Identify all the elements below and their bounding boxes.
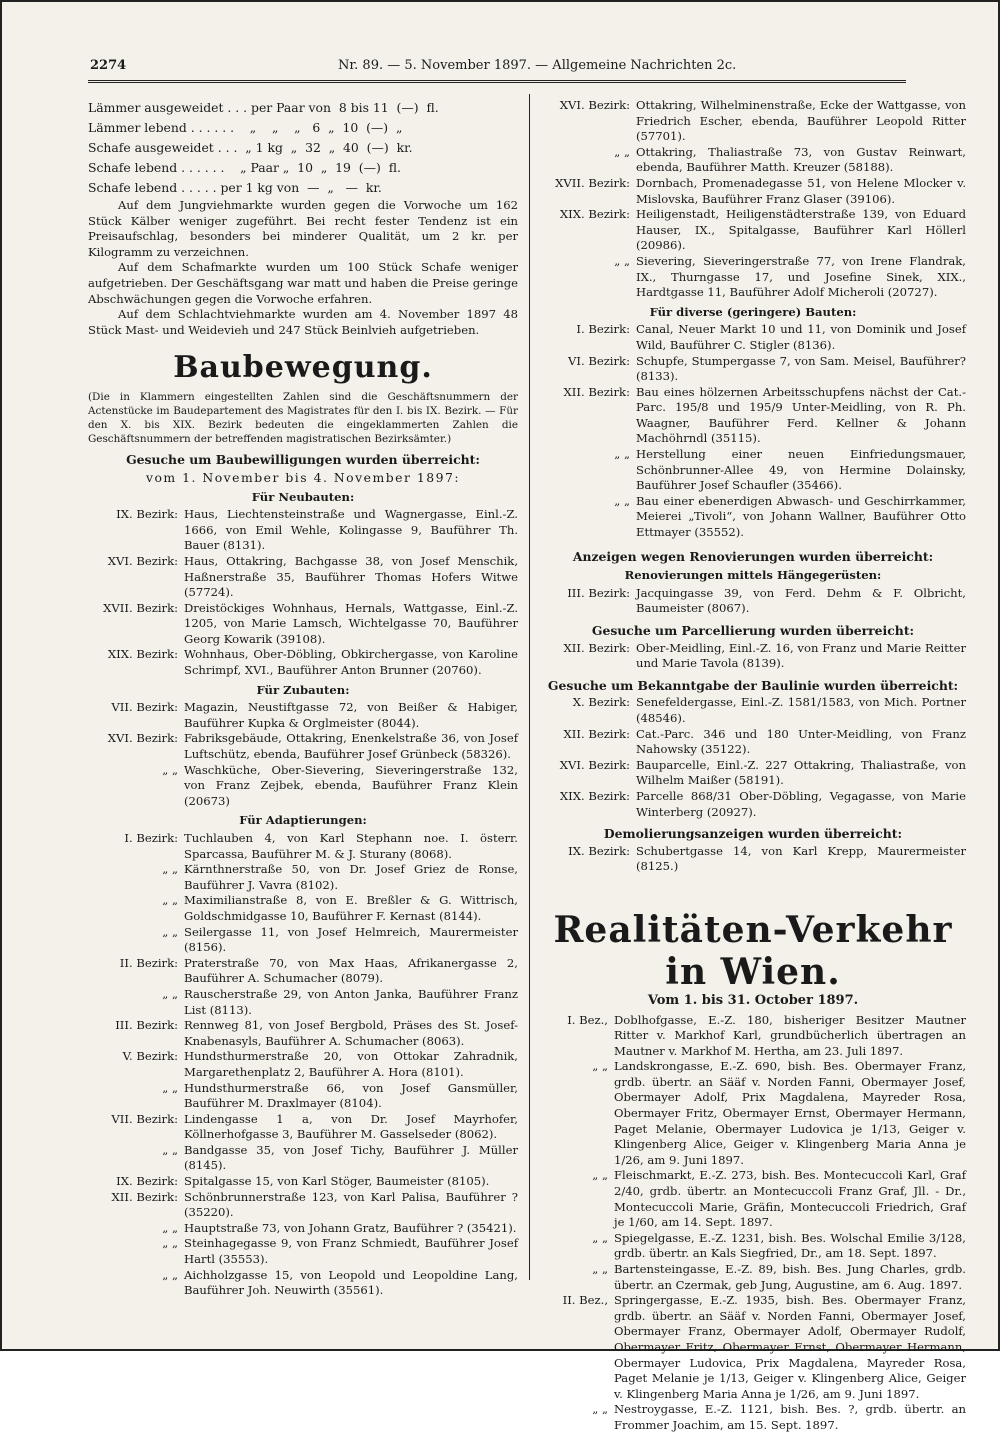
entry-text: Hundsthurmerstraße 20, von Ottokar Zahradnik, Margarethenplatz 2, Bauführer A. Hora (8101).: [184, 1049, 518, 1079]
price-row: Lämmer ausgeweidet . . . per Paar von 8 bis 11 (—) fl.: [88, 100, 439, 115]
paragraph: Auf dem Schlachtviehmarkte wurden am 4. November 1897 48 Stück Mast- und Weidevieh und 247 Stück Beinlvieh aufgetrieben.: [88, 307, 518, 337]
category-heading: Für Adaptierungen:: [239, 813, 367, 828]
entries-continued: [540, 98, 966, 301]
entry-text: Sievering, Sieveringerstraße 77, von Irene Flandrak, IX., Thurngasse 17, und Josefine Sinek, XIX., Hardtgasse 11, Bauführer Adolf Micheroli (20727).: [636, 253, 966, 300]
entry-text: Tuchlauben 4, von Karl Stephann noe. I. österr. Sparcassa, Bauführer M. & J. Sturany (8068).: [184, 831, 518, 861]
entries-zubauten: [88, 700, 518, 809]
entry-text: Wohnhaus, Ober-Döbling, Obkirchergasse, von Karoline Schrimpf, XVI., Bauführer Anton Brunner (20760).: [184, 647, 518, 678]
district-label: XII. Bezirk:: [563, 640, 630, 655]
category-heading: Für Neubauten:: [251, 489, 355, 504]
list-item: [540, 641, 966, 672]
editorial-note: (Die in Klammern eingestellten Zahlen sind die Geschäftsnummern der Actenstücke im Baudepartement des Magistrates für den I. bis IX. Bezirk. — Für den X. bis XIX. Bezirk bedeuten die eingeklammerten Zahlen die Geschäftsnummern der betreffenden magistratischen Bezirksämter.): [88, 391, 518, 446]
entry-text: Ober-Meidling, Einl.-Z. 16, von Franz und Marie Reitter und Marie Tavola (8139).: [636, 640, 966, 671]
entry-text: Bauparcelle, Einl.-Z. 227 Ottakring, Thaliastraße, von Wilhelm Maißer (58191).: [636, 757, 966, 788]
entry-text: Dreistöckiges Wohnhaus, Hernals, Wattgasse, Einl.-Z. 1205, von Marie Lamsch, Wichtelgasse 70, Bauführer Georg Kowarik (39108).: [184, 600, 518, 646]
entry-text: Haus, Liechtensteinstraße und Wagnergasse, Einl.-Z. 1666, von Emil Wehle, Kolingasse 9, Bauführer Th. Bauer (8131).: [184, 507, 518, 553]
paragraph: Auf dem Schafmarkte wurden um 100 Stück Schafe weniger aufgetrieben. Der Geschäftsgang war matt und haben die Preise geringe Abschwächungen gegen die Vorwoche erfahren.: [88, 260, 518, 306]
district-label: „ „: [614, 253, 630, 268]
subheading: Anzeigen wegen Renovierungen wurden überreicht:: [572, 548, 934, 564]
entry-text: Landskrongasse, E.-Z. 690, bish. Bes. Obermayer Franz, grdb. übertr. an Sääf v. Norden Fanni, Obermayer Josef, Obermayer Adolf, Prix Magdalena, Mayreder Rosa, Obermayer Fritz, Obermayer Ernst, Obermayer Hermann, Paget Melanie, Obermayer Ludovica je 1/13, Geiger v. Klingenberg Alice, Geiger v. Klingenberg Maria Anna je 1/26, am 9. Juni 1897.: [614, 1059, 966, 1167]
list-item: [540, 385, 966, 447]
entry-text: Canal, Neuer Markt 10 und 11, von Dominik und Josef Wild, Bauführer C. Stigler (8136).: [636, 322, 966, 352]
entry-text: Bartensteingasse, E.-Z. 89, bish. Bes. Jung Charles, grdb. übertr. an Czermak, geb Jung, Augustine, am 6. Aug. 1897.: [614, 1262, 966, 1292]
list-item: [88, 862, 518, 893]
entry-text: Bau einer ebenerdigen Abwasch- und Geschirrkammer, Meierei „Tivoli“, von Johann Wallner, Bauführer Otto Ettmayer (35552).: [636, 493, 966, 540]
district-label: IX. Bezirk:: [116, 507, 178, 522]
entry-text: Rauscherstraße 29, von Anton Janka, Bauführer Franz List (8113).: [184, 986, 518, 1017]
list-item: [540, 1402, 966, 1433]
category-heading: Für Zubauten:: [256, 682, 350, 697]
entry-text: Spiegelgasse, E.-Z. 1231, bish. Bes. Wolschal Emilie 3/128, grdb. übertr. an Kals Siegfried, Dr., am 18. Sept. 1897.: [614, 1230, 966, 1261]
price-row: Lämmer lebend . . . . . . „ „ „ 6 „ 10 (—) „: [88, 120, 403, 135]
page-header: [90, 54, 906, 78]
list-item: [88, 925, 518, 956]
entry-text: Aichholzgasse 15, von Leopold und Leopoldine Lang, Bauführer Joh. Neuwirth (35561).: [184, 1267, 518, 1298]
district-label: XII. Bezirk:: [563, 726, 630, 741]
list-item: [540, 1262, 966, 1293]
district-label: „ „: [162, 1267, 178, 1282]
district-label: IX. Bezirk:: [568, 843, 630, 858]
district-label: II. Bezirk:: [119, 955, 178, 970]
list-item: [88, 1112, 518, 1143]
category-heading: Für diverse (geringere) Bauten:: [649, 304, 857, 319]
entry-text: Springergasse, E.-Z. 1935, bish. Bes. Obermayer Franz, grdb. übertr. an Sääf v. Norden Fanni, Obermayer Josef, Obermayer Franz, Obermayer Adolf, Obermayer Rudolf, Obermayer Fritz, Obermayer Ernst, Obermayer Hermann, Obermayer Ludovica, Prix Magdalena, Mayreder Rosa, Paget Melanie je 1/13, Geiger v. Klingenberg Alice, Geiger v. Klingenberg Maria Anna je 1/26, am 9. Juni 1897.: [614, 1293, 966, 1401]
list-item: [88, 1190, 518, 1221]
entry-text: Heiligenstadt, Heiligenstädterstraße 139, von Eduard Hauser, IX., Spitalgasse, Bauführer Karl Höllerl (20986).: [636, 207, 966, 253]
subheading: Gesuche um Baubewilligungen wurden überreicht:: [126, 452, 480, 468]
list-item: [88, 1049, 518, 1080]
district-label: VII. Bezirk:: [111, 700, 178, 715]
district-label: „ „: [592, 1402, 608, 1417]
entry-text: Schupfe, Stumpergasse 7, von Sam. Meisel, Bauführer? (8133).: [636, 353, 966, 384]
price-row: Schafe lebend . . . . . . „ Paar „ 10 „ 19 (—) fl.: [88, 160, 401, 175]
entry-text: Waschküche, Ober-Sievering, Sieveringerstraße 132, von Franz Zejbek, ebenda, Bauführer Franz Klein (20673): [184, 762, 518, 808]
list-item: [540, 758, 966, 789]
list-item: [540, 447, 966, 494]
entry-text: Haus, Ottakring, Bachgasse 38, von Josef Menschik, Haßnerstraße 35, Bauführer Thomas Hofers Witwe (57724).: [184, 553, 518, 600]
district-label: II. Bez.,: [562, 1293, 608, 1308]
district-label: XVI. Bezirk:: [107, 553, 178, 568]
district-label: „ „: [162, 924, 178, 939]
subheading: Demolierungsanzeigen wurden überreicht:: [603, 826, 903, 842]
date-range: Vom 1. bis 31. October 1897.: [647, 992, 859, 1008]
entry-text: Fleischmarkt, E.-Z. 273, bish. Bes. Montecuccoli Karl, Graf 2/40, grdb. übertr. an Montecuccoli Franz Graf, Jll. - Dr., Montecuccoli Marie, Gräfin, Montecuccoli Friedrich, Graf je 1/60, am 14. Sept. 1897.: [614, 1168, 966, 1230]
list-item: [540, 1231, 966, 1262]
entry-text: Lindengasse 1 a, von Dr. Josef Mayrhofer, Köllnerhofgasse 3, Bauführer M. Gasselseder (8062).: [184, 1111, 518, 1142]
district-label: XIX. Bezirk:: [559, 788, 630, 803]
list-item: [540, 322, 966, 353]
entry-text: Steinhagegasse 9, von Franz Schmiedt, Bauführer Josef Hartl (35553).: [184, 1236, 518, 1267]
district-label: „ „: [162, 986, 178, 1001]
district-label: XVI. Bezirk:: [559, 757, 630, 772]
entry-text: Doblhofgasse, E.-Z. 180, bisheriger Besitzer Mautner Ritter v. Markhof Karl, grundbücherlich übertragen an Mautner v. Markhof M. Hertha, am 23. Juli 1897.: [614, 1012, 966, 1058]
district-label: „ „: [162, 1236, 178, 1251]
entry-text: Ottakring, Thaliastraße 73, von Gustav Reinwart, ebenda, Bauführer Matth. Kreuzer (58188).: [636, 144, 966, 175]
list-item: [88, 831, 518, 862]
entries-diverse: [540, 322, 966, 540]
list-item: [540, 844, 966, 875]
entry-text: Schubertgasse 14, von Karl Krepp, Maurermeister (8125.): [636, 843, 966, 874]
list-item: [540, 207, 966, 254]
list-item: [88, 1236, 518, 1267]
price-row: Schafe lebend . . . . . per 1 kg von — „ — kr.: [88, 180, 382, 195]
list-item: [540, 1168, 966, 1230]
list-item: [88, 956, 518, 987]
entry-text: Spitalgasse 15, von Karl Stöger, Baumeister (8105).: [184, 1174, 490, 1189]
district-label: „ „: [614, 144, 630, 159]
page-number: 2274: [90, 58, 127, 73]
district-label: „ „: [592, 1230, 608, 1245]
list-item: [540, 586, 966, 617]
list-item: [88, 1143, 518, 1174]
district-label: V. Bezirk:: [122, 1049, 178, 1064]
list-item: [540, 494, 966, 541]
list-item: [540, 1059, 966, 1168]
list-item: [540, 789, 966, 820]
district-label: X. Bezirk:: [572, 695, 630, 710]
list-item: [540, 1013, 966, 1060]
category-heading: Renovierungen mittels Hängegerüsten:: [624, 568, 882, 583]
district-label: I. Bezirk:: [576, 322, 630, 337]
entry-text: Hauptstraße 73, von Johann Gratz, Bauführer ? (35421).: [184, 1220, 517, 1235]
list-item: [88, 763, 518, 810]
entry-text: Herstellung einer neuen Einfriedungsmauer, Schönbrunner-Allee 49, von Hermine Dolainsky, Bauführer Josef Schaufler (35466).: [636, 447, 966, 493]
district-label: „ „: [614, 493, 630, 508]
district-label: XIX. Bezirk:: [107, 647, 178, 662]
district-label: XII. Bezirk:: [563, 384, 630, 399]
district-label: „ „: [592, 1168, 608, 1183]
running-title: Nr. 89. — 5. November 1897. — Allgemeine Nachrichten 2c.: [338, 58, 737, 73]
entry-text: Nestroygasse, E.-Z. 1121, bish. Bes. ?, grdb. übertr. an Frommer Joachim, am 15. Sept. 1897.: [614, 1402, 966, 1432]
section-heading: Baubewegung.: [173, 350, 433, 386]
list-item: [88, 1174, 518, 1190]
list-item: [540, 354, 966, 385]
district-label: IX. Bezirk:: [116, 1174, 178, 1189]
district-label: „ „: [162, 862, 178, 877]
entry-text: Jacquingasse 39, von Ferd. Dehm & F. Olbricht, Baumeister (8067).: [636, 585, 966, 616]
entry-text: Bandgasse 35, von Josef Tichy, Bauführer J. Müller (8145).: [184, 1142, 518, 1173]
district-label: I. Bezirk:: [124, 831, 178, 845]
list-item: [88, 987, 518, 1018]
list-item: [88, 1268, 518, 1299]
list-item: [88, 601, 518, 648]
left-column: [88, 98, 518, 1299]
list-item: [88, 1221, 518, 1237]
entry-text: Bau eines hölzernen Arbeitsschupfens nächst der Cat.-Parc. 195/8 und 195/9 Unter-Meidling, von R. Ph. Waagner, Bauführer Ferd. Kellner & Johann Machöhrndl (35115).: [636, 384, 966, 446]
district-label: XVI. Bezirk:: [559, 98, 630, 112]
list-item: [540, 254, 966, 301]
district-label: „ „: [162, 1142, 178, 1157]
subheading: Gesuche um Parcellierung wurden überreicht:: [591, 623, 915, 638]
district-label: „ „: [592, 1059, 608, 1074]
entries-adaptierungen: [88, 831, 518, 1299]
list-item: [540, 727, 966, 758]
entries-realitaeten: [540, 1013, 966, 1434]
district-label: VII. Bezirk:: [111, 1111, 178, 1126]
list-item: [88, 1018, 518, 1049]
list-item: [540, 145, 966, 176]
entry-text: Hundsthurmerstraße 66, von Josef Gansmüller, Bauführer M. Draxlmayer (8104).: [184, 1080, 518, 1111]
date-range: vom 1. November bis 4. November 1897:: [145, 469, 461, 485]
list-item: [88, 554, 518, 601]
list-item: [88, 700, 518, 731]
list-item: [540, 695, 966, 726]
entry-text: Parcelle 868/31 Ober-Döbling, Vegagasse, von Marie Winterberg (20927).: [636, 788, 966, 819]
paragraph: Auf dem Jungviehmarkte wurden gegen die Vorwoche um 162 Stück Kälber weniger zugeführt. Bei recht fester Tendenz ist ein Preisaufschlag, besonders bei minderer Qualität, um 2 kr. per Kilogramm zu verzeichnen.: [88, 198, 518, 259]
entries-baulinie: [540, 695, 966, 820]
district-label: III. Bezirk:: [115, 1018, 178, 1033]
entry-text: Senefeldergasse, Einl.-Z. 1581/1583, von Mich. Portner (48546).: [636, 695, 966, 725]
list-item: [88, 893, 518, 924]
district-label: „ „: [592, 1262, 608, 1276]
district-label: XIX. Bezirk:: [559, 207, 630, 222]
price-row: Schafe ausgeweidet . . . „ 1 kg „ 32 „ 40 (—) kr.: [88, 140, 413, 155]
district-label: „ „: [162, 762, 178, 777]
entry-text: Dornbach, Promenadegasse 51, von Helene Mlocker v. Mislovska, Bauführer Franz Glaser (39106).: [636, 175, 966, 206]
entry-text: Seilergasse 11, von Josef Helmreich, Maurermeister (8156).: [184, 924, 518, 955]
column-divider: [529, 94, 530, 1280]
subheading: Gesuche um Bekanntgabe der Baulinie wurden überreicht:: [547, 677, 959, 693]
district-label: XVII. Bezirk:: [555, 175, 630, 190]
entry-text: Ottakring, Wilhelminenstraße, Ecke der Wattgasse, von Friedrich Escher, ebenda, Bauführer Leopold Ritter (57701).: [636, 98, 966, 144]
district-label: XVII. Bezirk:: [103, 600, 178, 615]
list-item: [540, 98, 966, 145]
entry-text: Fabriksgebäude, Ottakring, Enenkelstraße 36, von Josef Luftschütz, ebenda, Bauführer Josef Grünbeck (58326).: [184, 731, 518, 762]
entries-renovierungen: [540, 586, 966, 617]
header-rule: [88, 80, 906, 83]
list-item: [540, 1293, 966, 1402]
list-item: [88, 507, 518, 554]
district-label: „ „: [162, 893, 178, 908]
district-label: XVI. Bezirk:: [107, 731, 178, 746]
district-label: XII. Bezirk:: [111, 1189, 178, 1204]
entries-neubauten: [88, 507, 518, 679]
district-label: „ „: [614, 447, 630, 462]
entry-text: Magazin, Neustiftgasse 72, von Beißer & Habiger, Bauführer Kupka & Orglmeister (8044).: [184, 700, 518, 730]
district-label: I. Bez.,: [567, 1012, 608, 1027]
list-item: [88, 731, 518, 762]
right-column: [540, 98, 966, 1434]
district-label: III. Bezirk:: [567, 585, 630, 600]
district-label: VI. Bezirk:: [568, 353, 630, 368]
entry-text: Kärnthnerstraße 50, von Dr. Josef Griez de Ronse, Bauführer J. Vavra (8102).: [184, 862, 518, 892]
entry-text: Praterstraße 70, von Max Haas, Afrikanergasse 2, Bauführer A. Schumacher (8079).: [184, 955, 518, 986]
list-item: [88, 647, 518, 678]
entry-text: Cat.-Parc. 346 und 180 Unter-Meidling, von Franz Nahowsky (35122).: [636, 726, 966, 757]
section-heading: Realitäten-Verkehr in Wien.: [553, 908, 953, 993]
entry-text: Rennweg 81, von Josef Bergbold, Präses des St. Josef-Knabenasyls, Bauführer A. Schumacher (8063).: [184, 1018, 518, 1048]
list-item: [540, 176, 966, 207]
entry-text: Schönbrunnerstraße 123, von Karl Palisa, Bauführer ? (35220).: [184, 1189, 518, 1220]
entry-text: Maximilianstraße 8, von E. Breßler & G. Wittrisch, Goldschmidgasse 10, Bauführer F. Kernast (8144).: [184, 893, 518, 923]
price-table: [88, 98, 518, 198]
list-item: [88, 1081, 518, 1112]
district-label: „ „: [162, 1220, 178, 1235]
entries-demolierung: [540, 844, 966, 875]
district-label: „ „: [162, 1080, 178, 1095]
entries-parcellierung: [540, 641, 966, 672]
